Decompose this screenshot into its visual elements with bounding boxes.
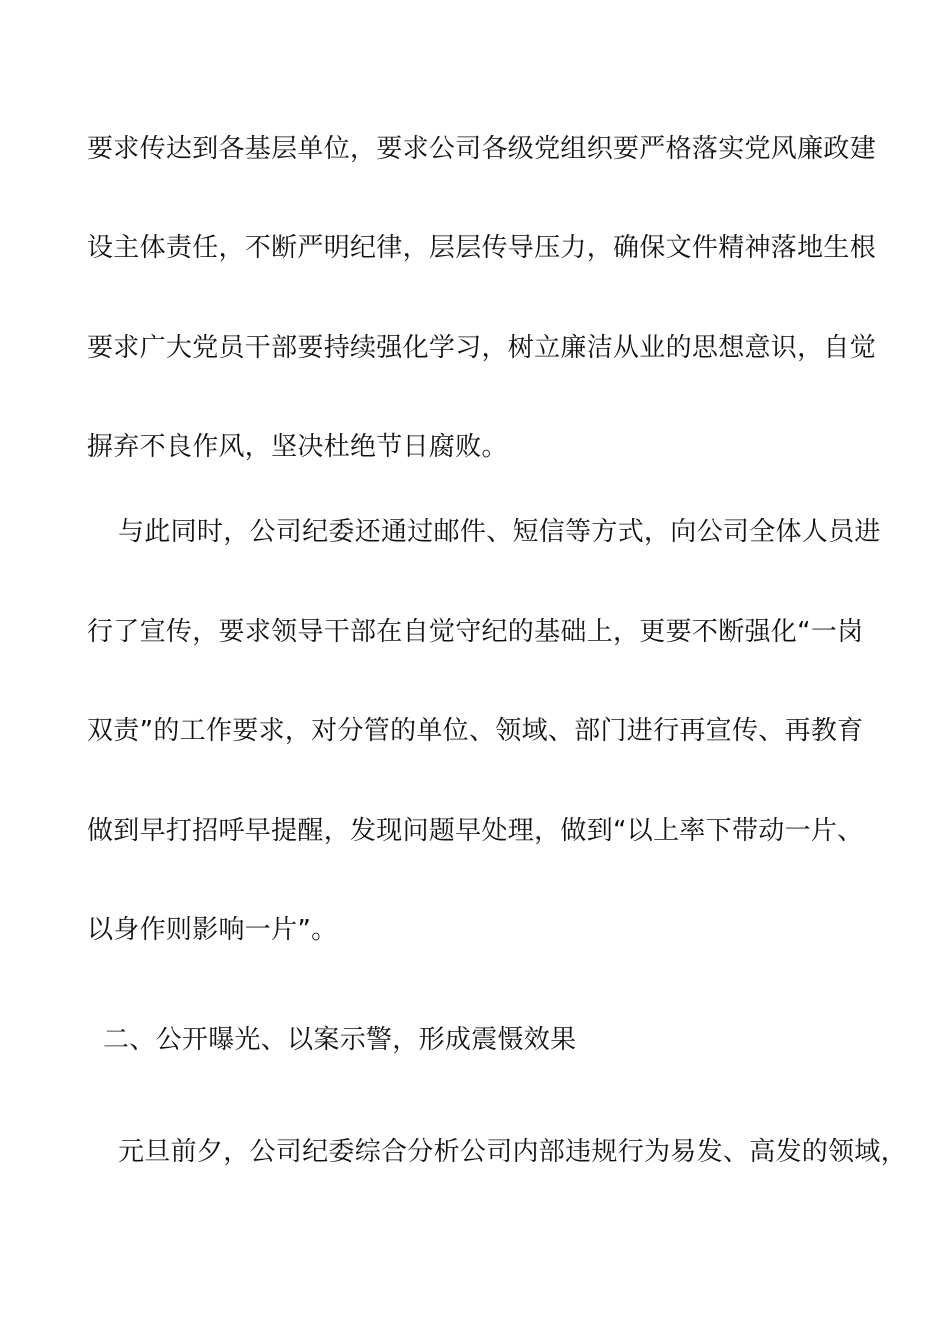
text-line-4: 摒弃不良作风，坚决杜绝节日腐败。 — [87, 432, 508, 462]
paragraph-start-line-2: 元旦前夕，公司纪委综合分析公司内部违规行为易发、高发的领域， — [118, 1137, 908, 1167]
text-line-3: 要求广大党员干部要持续强化学习，树立廉洁从业的思想意识，自觉 — [87, 333, 877, 363]
text-line-9: 以身作则影响一片”。 — [87, 915, 338, 945]
text-line-8: 做到早打招呼早提醒，发现问题早处理，做到“以上率下带动一片、 — [87, 816, 864, 846]
paragraph-start-line: 与此同时，公司纪委还通过邮件、短信等方式，向公司全体人员进 — [118, 517, 881, 547]
text-line-6: 行了宣传，要求领导干部在自觉守纪的基础上，更要不断强化“一岗 — [87, 617, 864, 647]
text-line-2: 设主体责任，不断严明纪律，层层传导压力，确保文件精神落地生根 — [87, 233, 877, 263]
section-heading: 二、公开曝光、以案示警，形成震慑效果 — [103, 1025, 577, 1055]
text-line-7: 双责”的工作要求，对分管的单位、领域、部门进行再宣传、再教育 — [87, 716, 864, 746]
text-line-1: 要求传达到各基层单位，要求公司各级党组织要严格落实党风廉政建 — [87, 134, 877, 164]
